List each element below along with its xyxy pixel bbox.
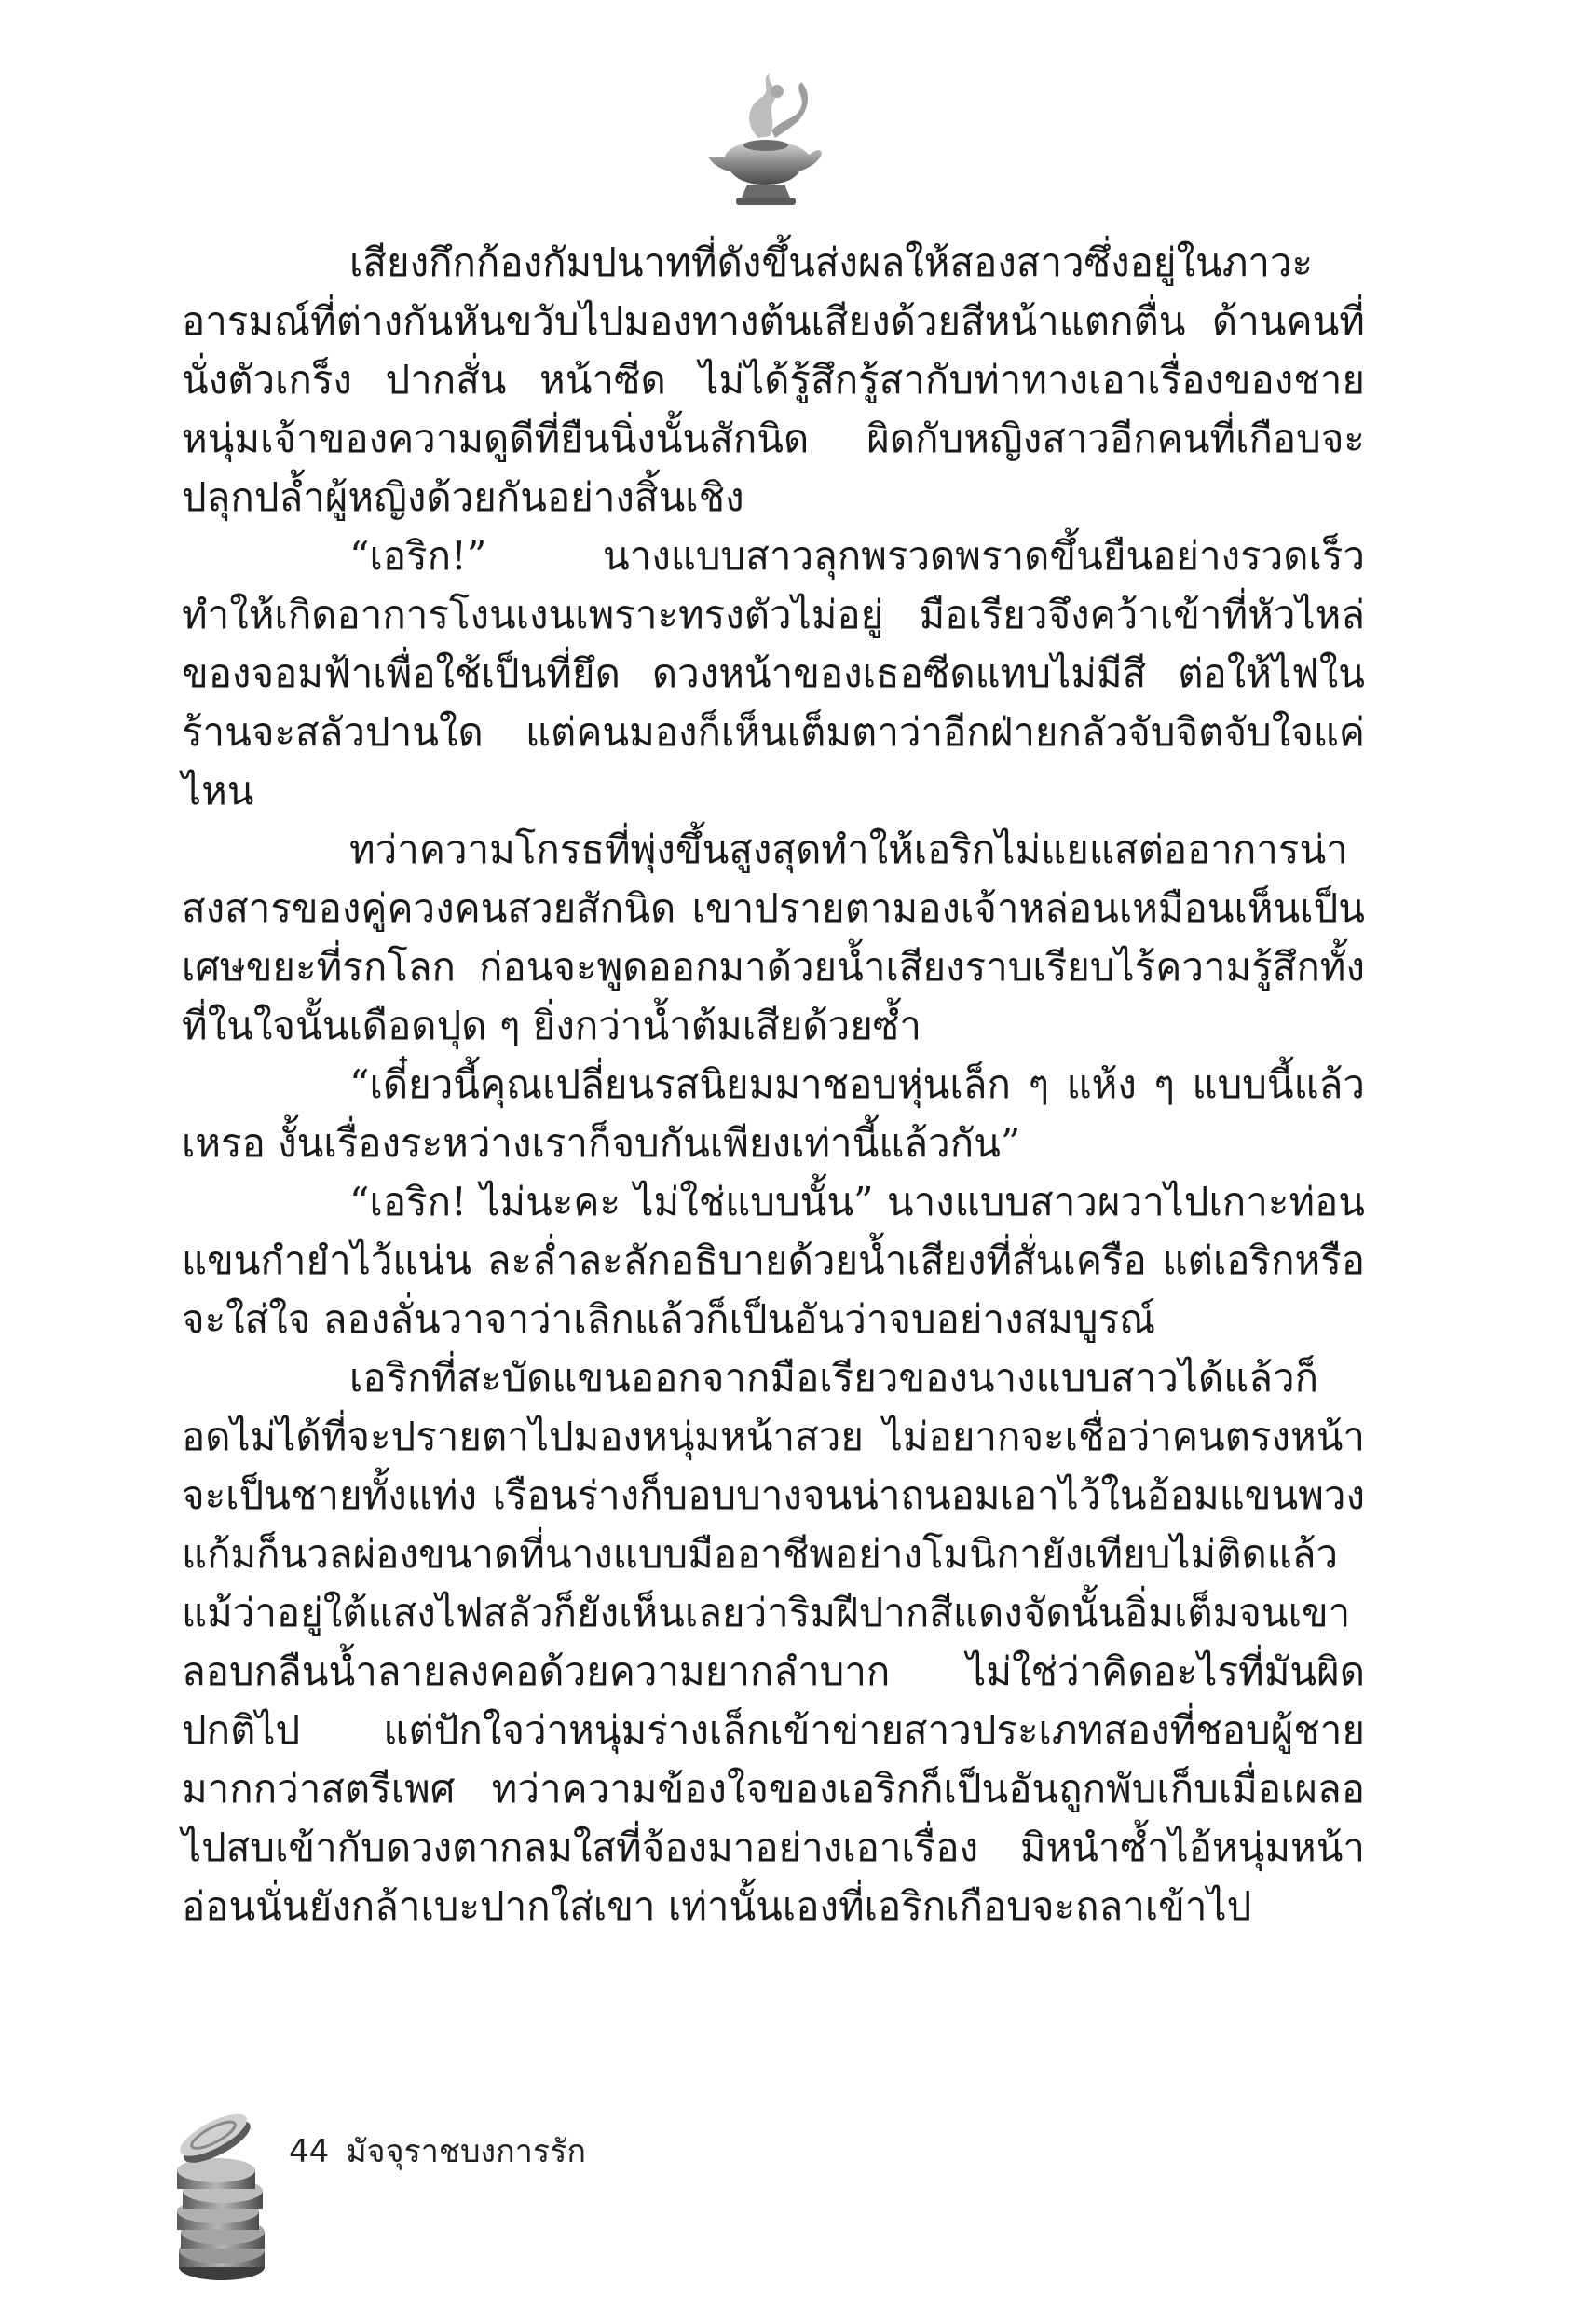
paragraph: เสียงกึกก้องกัมปนาทที่ดังขึ้นส่งผลให้สองสาวซึ่งอยู่ในภาวะอารมณ์ที่ต่างกันหันขวับไปมองทางต้นเสียงด้วยสีหน้าแตกตื่น ด้านคนที่นั่งตัวเกร็ง ปากสั่น หน้าซีด ไม่ได้รู้สึกรู้สากับท่าทางเอาเรื่องของชายหนุ่มเจ้าของความดูดีที่ยืนนิ่งนั้นสักนิด ผิดกับหญิงสาวอีกคนที่เกือบจะปลุกปล้ำผู้หญิงด้วยกันอย่างสิ้นเชิง <box>182 239 1365 520</box>
book-title: มัจจุราชบงการรัก <box>346 2133 586 2170</box>
poker-chips-icon <box>149 2101 289 2288</box>
paragraph: เอริกที่สะบัดแขนออกจากมือเรียวของนางแบบสาวได้แล้วก็อดไม่ได้ที่จะปรายตาไปมองหนุ่มหน้าสวย ไม่อยากจะเชื่อว่าคนตรงหน้าจะเป็นชายทั้งแท่ง เรือนร่างก็บอบบางจนน่าถนอมเอาไว้ในอ้อมแขนพวงแก้มก็นวลผ่องขนาดที่นางแบบมืออาชีพอย่างโมนิกายังเทียบไม่ติดแล้วแม้ว่าอยู่ใต้แสงไฟสลัวก็ยังเห็นเลยว่าริมฝีปากสีแดงจัดนั้นอิ่มเต็มจนเขาลอบกลืนน้ำลายลงคอด้วยความยากลำบาก ไม่ใช่ว่าคิดอะไรที่มันผิดปกติไป แต่ปักใจว่าหนุ่มร่างเล็กเข้าข่ายสาวประเภทสองที่ชอบผู้ชายมากกว่าสตรีเพศ ทว่าความข้องใจของเอริกก็เป็นอันถูกพับเก็บเมื่อเผลอไปสบเข้ากับดวงตากลมใสที่จ้องมาอย่างเอาเรื่อง มิหนำซ้ำไอ้หนุ่มหน้าอ่อนนั่นยังกล้าเบะปากใส่เขา เท่านั้นเองที่เอริกเกือบจะถลาเข้าไป <box>182 1355 1365 1929</box>
paragraph: ทว่าความโกรธที่พุ่งขึ้นสูงสุดทำให้เอริกไม่แยแสต่ออาการน่าสงสารของคู่ควงคนสวยสักนิด เขาปรายตามองเจ้าหล่อนเหมือนเห็นเป็นเศษขยะที่รกโลก ก่อนจะพูดออกมาด้วยน้ำเสียงราบเรียบไร้ความรู้สึกทั้งที่ในใจนั้นเดือดปุด ๆ ยิ่งกว่าน้ำต้มเสียด้วยซ้ำ <box>182 827 1365 1048</box>
paragraph: “เดี๋ยวนี้คุณเปลี่ยนรสนิยมมาชอบหุ่นเล็ก ๆ แห้ง ๆ แบบนี้แล้วเหรอ งั้นเรื่องระหว่างเราก็จบกันเพียงเท่านี้แล้วกัน” <box>182 1061 1365 1166</box>
page-footer <box>149 2101 801 2288</box>
story-text <box>182 233 1365 1935</box>
footer-caption <box>289 2126 586 2176</box>
page-number: 44 <box>289 2133 330 2170</box>
genie-lamp-icon <box>704 65 825 214</box>
paragraph: “เอริก! ไม่นะคะ ไม่ใช่แบบนั้น” นางแบบสาวผวาไปเกาะท่อนแขนกำยำไว้แน่น ละล่ำละลักอธิบายด้วยน้ำเสียงที่สั่นเครือ แต่เอริกหรือจะใส่ใจ ลองลั่นวาจาว่าเลิกแล้วก็เป็นอันว่าจบอย่างสมบูรณ์ <box>182 1179 1365 1342</box>
paragraph: “เอริก!” นางแบบสาวลุกพรวดพราดขึ้นยืนอย่างรวดเร็ว ทำให้เกิดอาการโงนเงนเพราะทรงตัวไม่อยู่ มือเรียวจึงคว้าเข้าที่หัวไหล่ของจอมฟ้าเพื่อใช้เป็นที่ยึด ดวงหน้าของเธอซีดแทบไม่มีสี ต่อให้ไฟในร้านจะสลัวปานใด แต่คนมองก็เห็นเต็มตาว่าอีกฝ่ายกลัวจับจิตจับใจแค่ไหน <box>182 533 1365 814</box>
